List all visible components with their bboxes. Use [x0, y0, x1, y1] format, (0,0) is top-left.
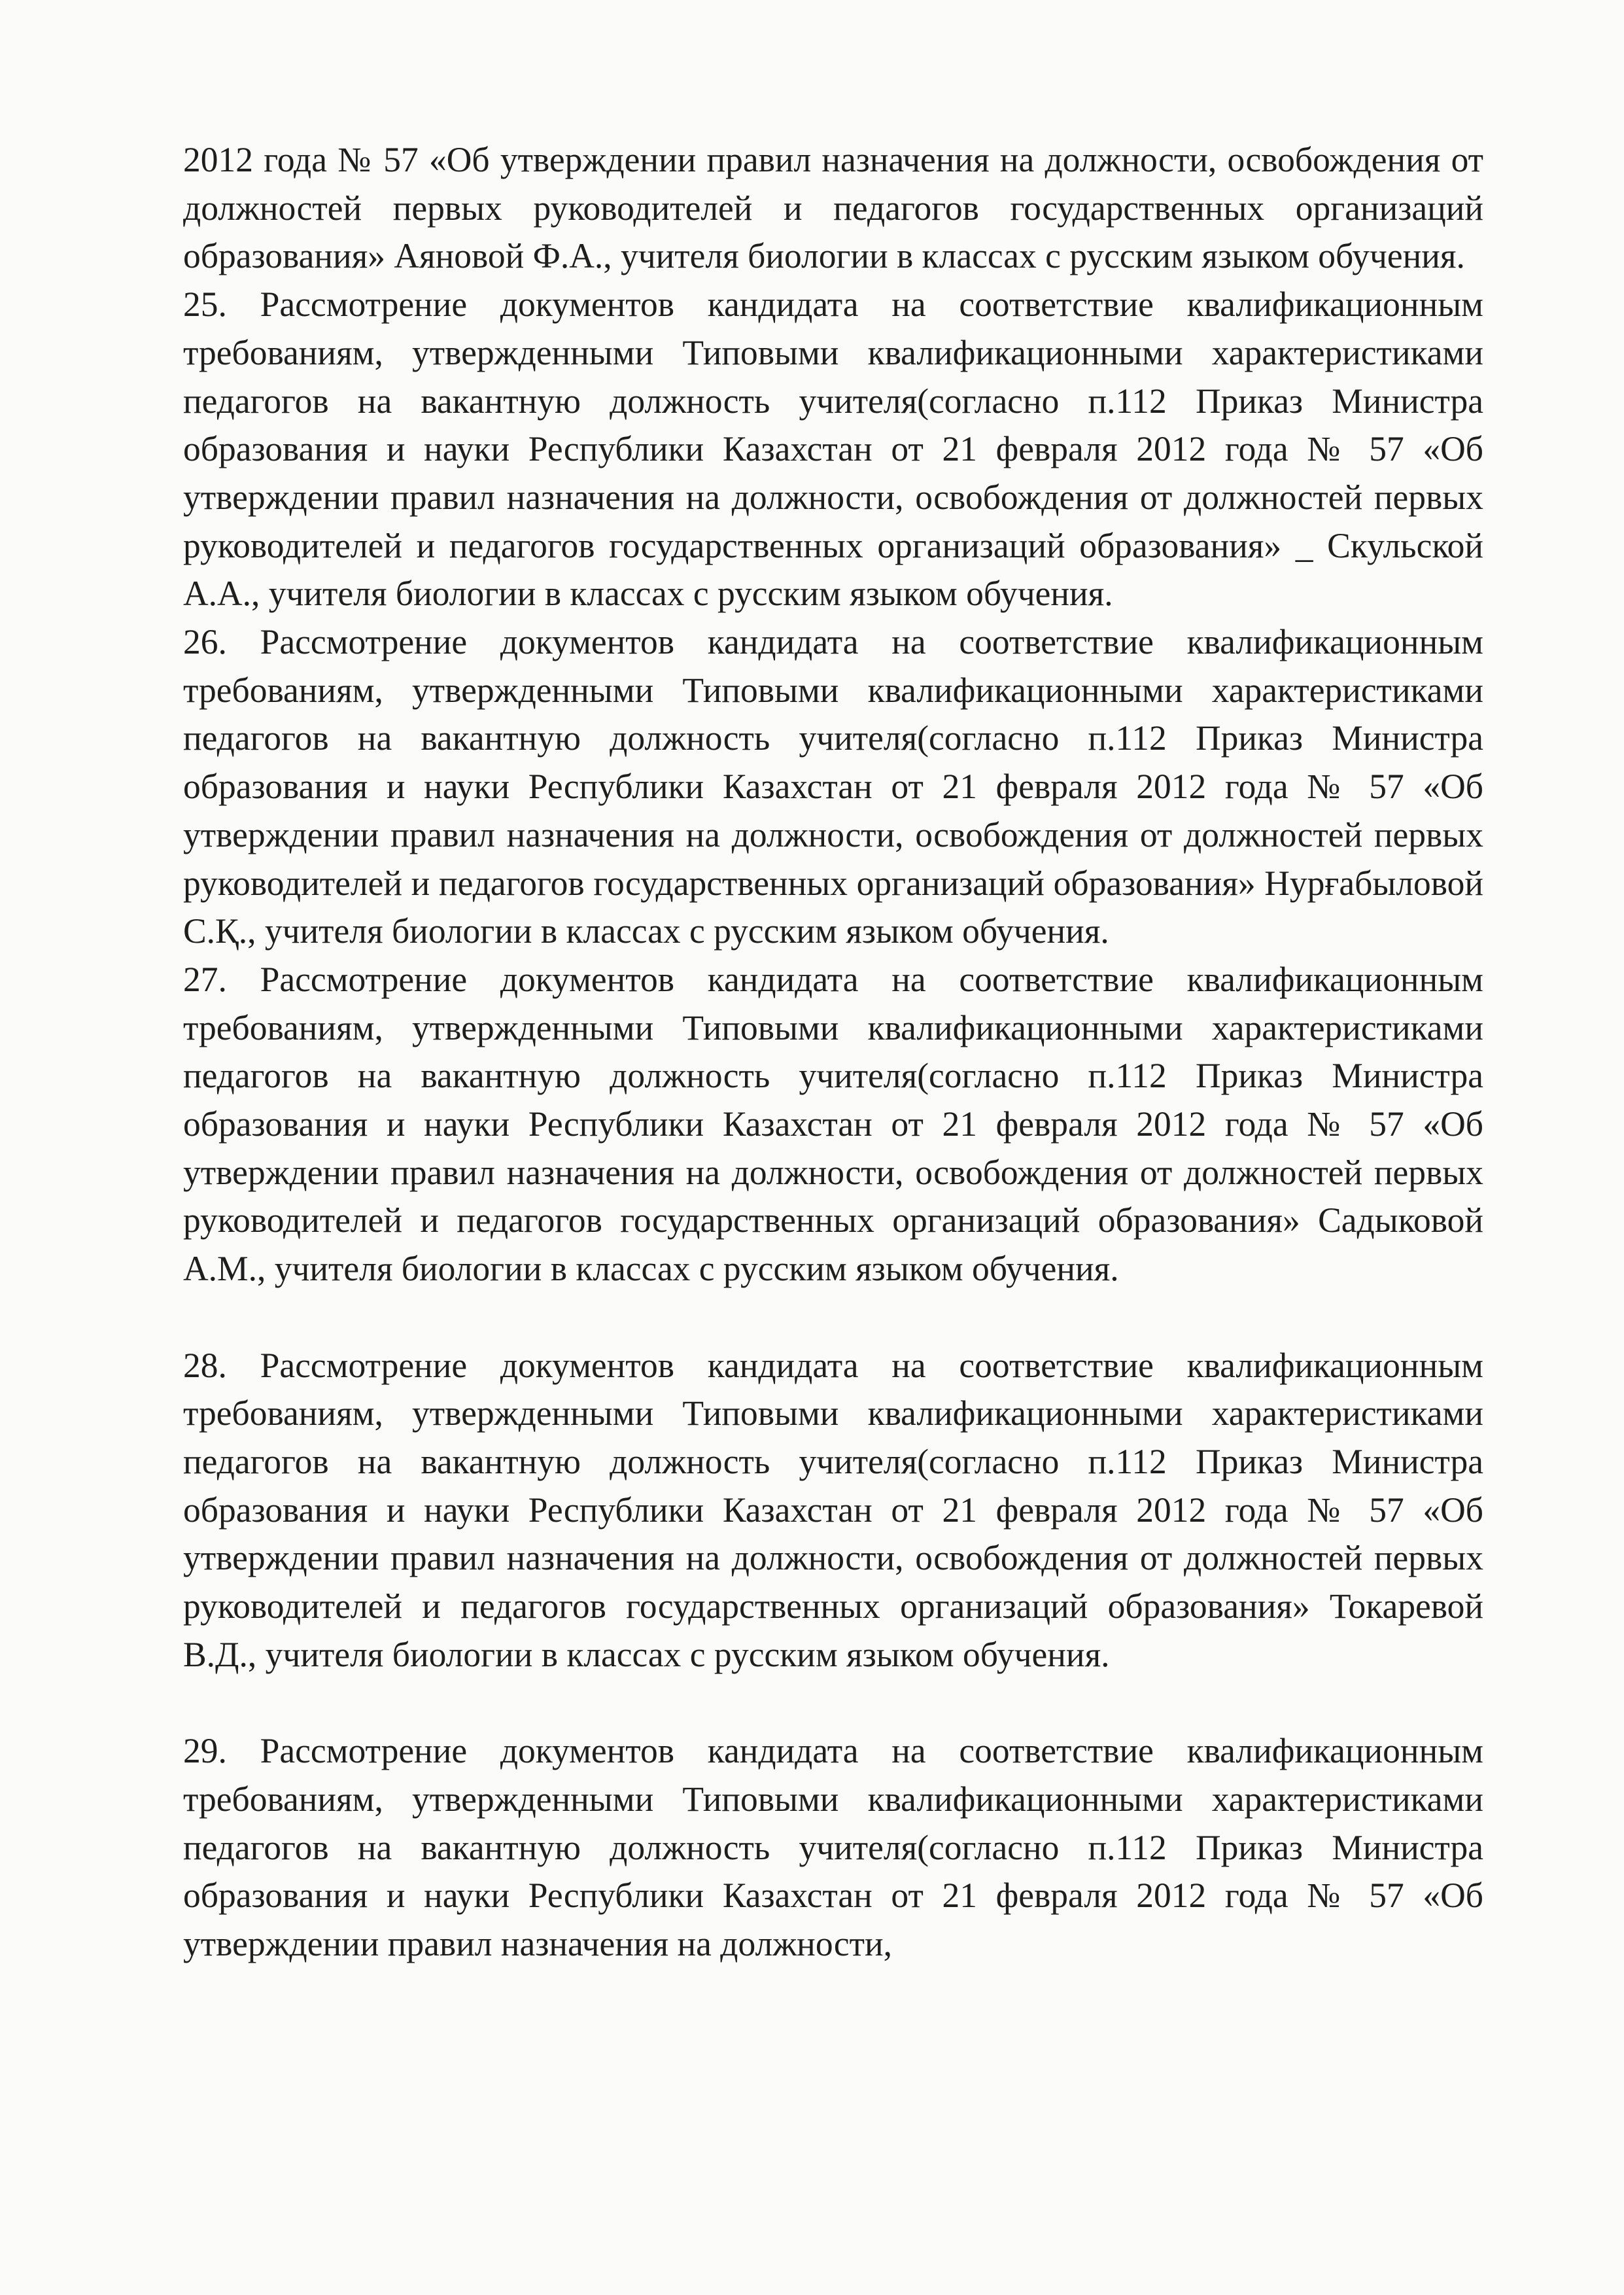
paragraph-item-25: 25. Рассмотрение документов кандидата на соответствие квалификационным требованиям, утвержденными Типовыми квалификационными характеристиками педагогов на вакантную должность учителя(согласно п.112 Приказ Министра образования и науки Республики Казахстан от 21 февраля 2012 года № 57 «Об утверждении правил назначения на должности, освобождения от должностей первых руководителей и педагогов государственных организаций образования» _ Скульской А.А., учителя биологии в классах с русским языком обучения. [183, 285, 1483, 614]
paragraph-item-26: 26. Рассмотрение документов кандидата на соответствие квалификационным требованиям, утвержденными Типовыми квалификационными характеристиками педагогов на вакантную должность учителя(согласно п.112 Приказ Министра образования и науки Республики Казахстан от 21 февраля 2012 года № 57 «Об утверждении правил назначения на должности, освобождения от должностей первых руководителей и педагогов государственных организаций образования» Нурғабыловой С.Қ., учителя биологии в классах с русским языком обучения. [183, 622, 1483, 951]
document-body [183, 136, 1483, 1969]
paragraph-item-28: 28. Рассмотрение документов кандидата на соответствие квалификационным требованиям, утвержденными Типовыми квалификационными характеристиками педагогов на вакантную должность учителя(согласно п.112 Приказ Министра образования и науки Республики Казахстан от 21 февраля 2012 года № 57 «Об утверждении правил назначения на должности, освобождения от должностей первых руководителей и педагогов государственных организаций образования» Токаревой В.Д., учителя биологии в классах с русским языком обучения. [183, 1345, 1483, 1674]
paragraph-item-29: 29. Рассмотрение документов кандидата на соответствие квалификационным требованиям, утвержденными Типовыми квалификационными характеристиками педагогов на вакантную должность учителя(согласно п.112 Приказ Министра образования и науки Республики Казахстан от 21 февраля 2012 года № 57 «Об утверждении правил назначения на должности, [183, 1731, 1483, 1963]
paragraph-item-27: 27. Рассмотрение документов кандидата на соответствие квалификационным требованиям, утвержденными Типовыми квалификационными характеристиками педагогов на вакантную должность учителя(согласно п.112 Приказ Министра образования и науки Республики Казахстан от 21 февраля 2012 года № 57 «Об утверждении правил назначения на должности, освобождения от должностей первых руководителей и педагогов государственных организаций образования» Садыковой А.М., учителя биологии в классах с русским языком обучения. [183, 959, 1483, 1289]
paragraph-continuation-24: 2012 года № 57 «Об утверждении правил назначения на должности, освобождения от должностей первых руководителей и педагогов государственных организаций образования» Аяновой Ф.А., учителя биологии в классах с русским языком обучения. [183, 140, 1483, 276]
